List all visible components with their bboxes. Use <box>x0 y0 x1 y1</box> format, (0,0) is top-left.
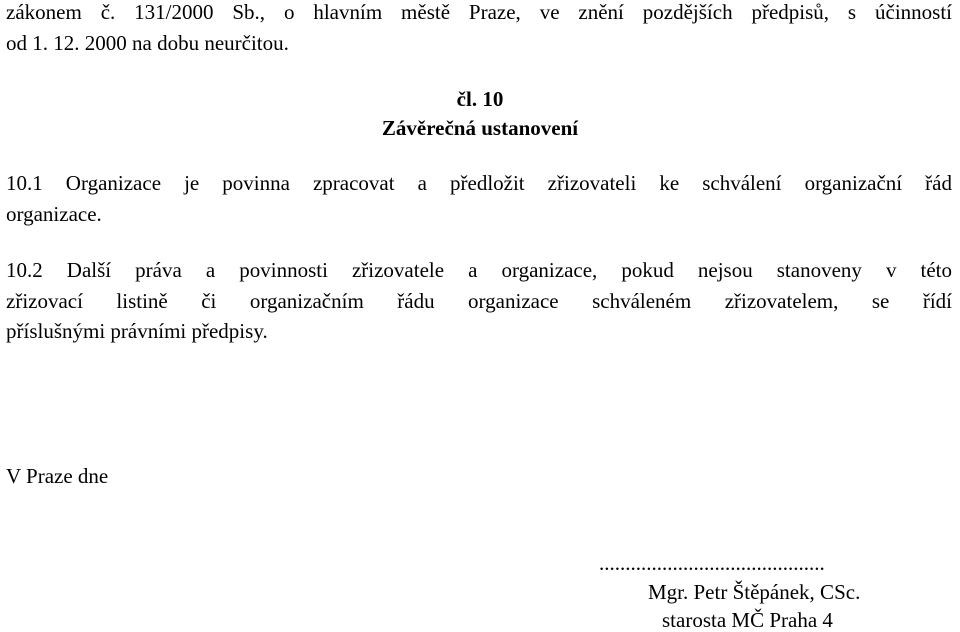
paragraph-10-2-line-1: 10.2 Další práva a povinnosti zřizovatele a organizace, pokud nejsou stanoveny v této <box>6 258 952 282</box>
article-number: čl. 10 <box>456 87 504 111</box>
signatory-role: starosta MČ Praha 4 <box>662 608 833 632</box>
paragraph-10-2-line-3: příslušnými právními předpisy. <box>6 319 268 343</box>
paragraph-10-1-line-2: organizace. <box>6 202 102 226</box>
signatory-name: Mgr. Petr Štěpánek, CSc. <box>648 580 861 604</box>
signature-line: ........................................... <box>599 551 825 575</box>
paragraph-10-2-line-2: zřizovací listině či organizačním řádu organizace schváleném zřizovatelem, se řídí <box>6 289 952 313</box>
intro-line-2: od 1. 12. 2000 na dobu neurčitou. <box>6 31 289 55</box>
paragraph-10-1-line-1: 10.1 Organizace je povinna zpracovat a předložit zřizovateli ke schválení organizační řád <box>6 171 952 195</box>
intro-line-1: zákonem č. 131/2000 Sb., o hlavním městě Praze, ve znění pozdějších předpisů, s účinností <box>6 0 952 24</box>
place-date: V Praze dne <box>6 464 109 488</box>
article-title: Závěrečná ustanovení <box>381 116 579 140</box>
